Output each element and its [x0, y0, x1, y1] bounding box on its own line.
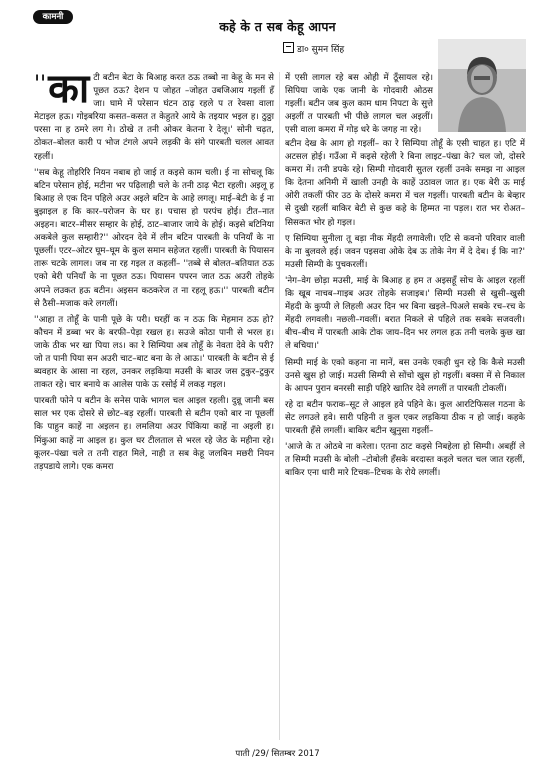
paragraph-4: पारबती फोने प बटीन के सनेस पाके भागल चल आइल रहली। दुन्नू जानी बस साल भर एक दोसरे से छोट–बड़ रहलीं। पारबती से बटीन एको बार ना पूछलीं कि पाहुन काहें ना अइलन ह। लमलिया अउर पिंकिया काहें ना अइली ह। मिंकुआ काहें ना आइल ह। कुल घर टीलताल से भरल रहे जेठ के महीना रहे। कूलर–पंखा चले त तनी राहत मिले, नाही त सब केहू जलबिन मछरी नियन तड़पडाये लागे। एक कमरा: [34, 396, 274, 472]
author-byline: [283, 42, 433, 56]
paragraph-8: सिम्पी माई के एको कहना ना मानें, बस उनके एकही धुन रहे कि कैसे मउसी उनसे खुस हो जाई। मउसी सिम्पी से सोंचो खुस हो गइलीं। बक्सा में से निकाल के आपन पुरान बनरसी साड़ी पहिरे खातिर देवे लगलीं त पारबती टोकलीं।: [285, 357, 525, 394]
column-left: [34, 66, 274, 477]
paragraph-10: 'आजे के त ओठबे ना करेला। एतना ठाट कइसे निबहेला हो सिम्पी। अबहीं ले त सिम्पी मउसी के बोली –टोबोली हँसके बरदास्त कइले चलत चल जात रहलीं, बाकिर एना धारी मारे टिचक–टिचक के रोये लगलीं।: [285, 442, 525, 479]
column-divider: [279, 72, 280, 740]
paragraph-3: ''आहा त तोहूँ के पानी पूछे के परी। घरहीं क न ठऊ कि मेहमान ठऊ हो? कौचन में डब्बा भर के बरफी–पेड़ा रखल ह। सउजे कोठा पानी से भरल ह। जाके ठीक भर खा पिया लऽ। का रे सिम्पिया अब तोहूँ के नेवता देवे के परी? जो त पानी पिया सन अउरी चाट–बाट बना के ले आऊ।' पारबती के बटीन से ई ब्यवहार के आसा ना रहल, उनकर लड़किया मउसी के बाउर जस टुकुर–टुकुर ताकत रहे। चार बनाये क आलेस पाके ऊ रसोई में लकड़ गइल।: [34, 314, 274, 391]
paragraph-6: ए सिम्पिया सुनीला तू बड़ा नीक मेंहदी लगावेली। एटि से कवनो परिवार वाली के ना बुलवले हई। जवन पइसवा ओके देब ऊ तोके नेग में दे देब। ई कि ना?' मउसी सिम्पी के पुचकरलीं।: [285, 233, 525, 270]
paragraph-1: '' का टी बटीन बेटा के बिआह करत ठऊ तब्बो ना केहू के मन से पूछत ठऊ? देशन प जोहत –जोहत उबजिआय गइलीं हँ जा। घामे में परेसान घंटन ठाढ़ रहले प त रेवसा वाला मेटाइल हऊ। गोइबरिया कसत–कसत त केहुतरे आये के तइयार भइल ह। ठुठ्ठा परसा ना ह ठमरे लग गे। ठोखे त तनी ओकर केतना रे देलू।' सोनी चढ़त, ठोकत–बोलत कारी प भोज टंगले अपने लड़की के संगे पारबती चलल आवत रहलीं।: [34, 66, 274, 162]
article-title: कहे के त सब केहू आपन: [219, 19, 336, 34]
author-name: डा० सुमन सिंह: [297, 45, 345, 55]
paragraph-9: रहे दा बटीन फराक–सूट ले आइल हवे पहिने के। कुल आरटिफिसल गठना के सेट लगउले हवे। सारी पहिनी त कुल एकर लड़किया ठीक न हो जाई। कहके पारबती हँसे लगलीं। बाकिर बटीन खुनुसा गइलीं–: [285, 399, 525, 436]
column-right-top: में एसी लागल रहे बस ओही में ठूँसायल रहे। सिपिया जाके एक जानी के गोदवारी ओठस गइलीं। बटीन जब कुल काम धाम निपटा के सुत्ते अइलीं त पारबती भी पीछे लागल चल अइलीं। एसी वाला कमरा में गोड़ धरे के जगह ना रहे।: [285, 73, 433, 136]
page-footer: पाती /29/ सितम्बर 2017: [235, 749, 320, 759]
paragraph-7: 'नेग–वेग छोड़ा मउसी, माई के बिआह ह हम त अइसहूँ सोच के आइल रहलीं कि खूब नाचब–गाइब अउर तोहके सजाइब।' सिम्पी मउसी से खुसी–खुसी मेंहदी के कुप्पी ले लिहली अउर दिन भर बिना खइले–पिअले सबके रच–रच के मेंहदी लगवली। नछली–गवलीं। बरात निकले से पहिले तक सबके सजवली। बीच–बीच में पारबती आके टोक जाय–दिन भर लगल हऊ तनी चलके कुछ खा ले बचिया।': [285, 275, 525, 352]
author-photo: [438, 39, 526, 132]
portrait-image: [438, 39, 526, 132]
paragraph-2: ''सब केहू तोहरिरि नियन नबाब हो जाई त कइसे काम चली। ई ना सोचलू कि बटिन परेसान होई, मटीना भर पढ़िलाही चले के तनी ठाढ़ भैटा रहली। अइलू ह बिआह ले एक दिन पहिले अउर अइले बटिन के आहे लगलू। माई–बेटी के ई ना बुझाइल ह कि कार–परोजन के घर ह। पचास हो परपंच होई। टीत–नात अइहन। बाटर–मीसर सम्हार के होई, ठाट–बाजार जाये के होई। कइसे बटिनिया अकबेले कुल सम्हारी?'' ओरदन देवे में लीन बटिन पारबती के पनियाँ के ना पूछलीं। एटर–ओटर घूम–घूम के कुल समान सहेजत रहलीं। पारबती के पियासन तारू चटके लागल। जब ना रह गइल त कहलीं– ''तब्बे से बोलत–बतियात ठऊ एको बेरी पनियाँ के ना पूछत ठऊ। पियासन पपरन जात ठऊ अउरी तोहके अपने लउकत हऊ बटीन। अइसन कठकरेज त ना रहलू हऊ।'' पारबती बटीन से ठैसी–मजाक करे लगलीं।: [34, 167, 274, 309]
section-tag: कामनी: [33, 10, 73, 24]
column-right: [285, 138, 525, 483]
paragraph-5: बटीन देख के आग हो गइलीं– का रे सिम्पिया तोहूँ के एसी चाहत ह। एटि में अटसल होई। गउँआ में कइसे रहेली रे बिना लाइट–पंखा के? चल जो, दोसरे कमरा में। तनी डपके रहे। सिम्पी गोदवारी सुतल रहलीं उनके समझ ना आइल कि देतना अनिमी में खाली उनही के काहें उठावल जात ह। एक बेरी ऊ माई ओरी तकलीं फीर उठ के दोसरे कमरा में चल गइलीं। पारबती बटीन के बेव्हार से दुखी रहलीं बाकिर बेटी से कुछ कहे के हिम्मत ना पड़ल। रात भर रोअत–सिसकत भोर हो गइल।: [285, 139, 525, 228]
pen-icon: [283, 42, 294, 53]
drop-cap: का: [48, 66, 90, 112]
open-quote: '': [34, 72, 47, 97]
